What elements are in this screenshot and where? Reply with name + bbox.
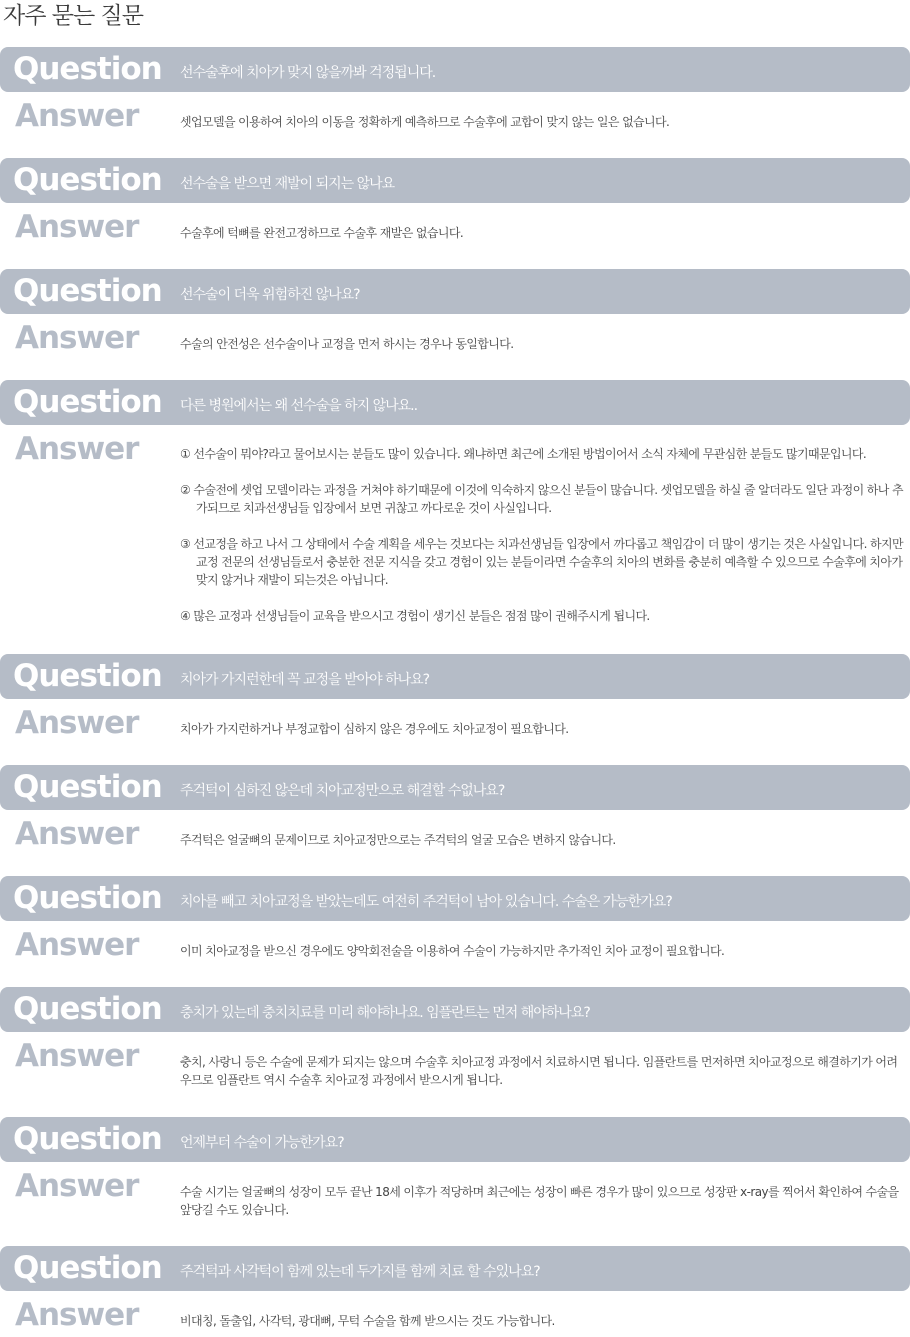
answer-text: [180, 445, 908, 625]
question-text: 주걱턱이 심하진 않은데 치아교정만으로 해결할 수없나요?: [180, 783, 505, 799]
answer-paragraph: ③ 선교정을 하고 나서 그 상태에서 수술 계획을 세우는 것보다는 치과선생님들 입장에서 까다롭고 책임감이 더 많이 생기는 것은 사실입니다. 하지만 교정 전문의 선생님들로서 충분한 전문 지식을 갖고 경험이 있는 분들이라면 수술후의 치아의 변화를 충분히 예측할 수 있으므로 수술후에 치아가 맞지 않거나 재발이 되는것은 아닙니다.: [180, 537, 903, 587]
question-label: Question: [13, 384, 162, 420]
answer-text: [180, 335, 908, 353]
answer-label: Answer: [15, 1168, 139, 1204]
answer-text: [180, 831, 908, 849]
answer-paragraph: 이미 치아교정을 받으신 경우에도 양악회전술을 이용하여 수술이 가능하지만 추가적인 치아 교정이 필요합니다.: [180, 944, 725, 958]
question-bar: [0, 654, 910, 699]
question-label: Question: [13, 1121, 162, 1157]
answer-text: [180, 224, 908, 242]
answer-paragraph: 수술 시기는 얼굴뼈의 성장이 모두 끝난 18세 이후가 적당하며 최근에는 성장이 빠른 경우가 많이 있으므로 성장판 x-ray를 찍어서 확인하여 수술을 앞당길 수도 있습니다.: [180, 1185, 899, 1217]
answer-paragraph: 비대칭, 돌출입, 사각턱, 광대뼈, 무턱 수술을 함께 받으시는 것도 가능합니다.: [180, 1314, 555, 1328]
answer-text: [180, 1053, 908, 1089]
answer-text: [180, 1312, 908, 1330]
answer-text: [180, 1183, 908, 1219]
question-text: 선수술을 받으면 재발이 되지는 않나요: [180, 176, 395, 192]
answer-text: [180, 720, 908, 738]
answer-paragraph: 수술후에 턱뼈를 완전고정하므로 수술후 재발은 없습니다.: [180, 226, 464, 240]
question-label: Question: [13, 162, 162, 198]
question-label: Question: [13, 1250, 162, 1286]
answer-label: Answer: [15, 209, 139, 245]
answer-paragraph: ④ 많은 교정과 선생님들이 교육을 받으시고 경험이 생기신 분들은 점점 많이 권해주시게 됩니다.: [180, 609, 650, 623]
answer-paragraph: 셋업모델을 이용하여 치아의 이동을 정확하게 예측하므로 수술후에 교합이 맞지 않는 일은 없습니다.: [180, 115, 670, 129]
question-bar: [0, 158, 910, 203]
answer-paragraph: ② 수술전에 셋업 모델이라는 과정을 거쳐야 하기때문에 이것에 익숙하지 않으신 분들이 많습니다. 셋업모델을 하실 줄 알더라도 일단 과정이 하나 추가되므로 치과선생님들 입장에서 보면 귀찮고 까다로운 것이 사실입니다.: [180, 483, 903, 515]
answer-label: Answer: [15, 320, 139, 356]
answer-paragraph: 치아가 가지런하거나 부정교합이 심하지 않은 경우에도 치아교정이 필요합니다.: [180, 722, 569, 736]
question-bar: [0, 269, 910, 314]
question-text: 충치가 있는데 충치치료를 미리 해야하나요. 임플란트는 먼저 해야하나요?: [180, 1005, 590, 1021]
answer-paragraph: 수술의 안전성은 선수술이나 교정을 먼저 하시는 경우나 동일합니다.: [180, 337, 514, 351]
question-text: 언제부터 수술이 가능한가요?: [180, 1135, 344, 1151]
answer-label: Answer: [15, 98, 139, 134]
answer-paragraph: ① 선수술이 뭐야?라고 물어보시는 분들도 많이 있습니다. 왜냐하면 최근에 소개된 방법이어서 소식 자체에 무관심한 분들도 많기때문입니다.: [180, 447, 867, 461]
answer-text: [180, 942, 908, 960]
question-text: 치아를 빼고 치아교정을 받았는데도 여전히 주걱턱이 남아 있습니다. 수술은 가능한가요?: [180, 894, 672, 910]
answer-label: Answer: [15, 816, 139, 852]
question-label: Question: [13, 658, 162, 694]
question-label: Question: [13, 273, 162, 309]
answer-label: Answer: [15, 1038, 139, 1074]
question-label: Question: [13, 769, 162, 805]
answer-label: Answer: [15, 705, 139, 741]
answer-text: [180, 113, 908, 131]
question-bar: [0, 987, 910, 1032]
answer-paragraph: 충치, 사랑니 등은 수술에 문제가 되지는 않으며 수술후 치아교정 과정에서 치료하시면 됩니다. 임플란트를 먼저하면 치아교정으로 해결하기가 어려우므로 임플란트 역시 수술후 치아교정 과정에서 받으시게 됩니다.: [180, 1055, 898, 1087]
question-text: 선수술이 더욱 위험하진 않나요?: [180, 287, 360, 303]
question-label: Question: [13, 991, 162, 1027]
answer-label: Answer: [15, 927, 139, 963]
question-bar: [0, 765, 910, 810]
question-bar: [0, 47, 910, 92]
question-text: 다른 병원에서는 왜 선수술을 하지 않나요..: [180, 398, 418, 414]
answer-label: Answer: [15, 1297, 139, 1333]
question-bar: [0, 1117, 910, 1162]
question-bar: [0, 876, 910, 921]
question-label: Question: [13, 880, 162, 916]
question-bar: [0, 1246, 910, 1291]
page-title: 자주 묻는 질문: [3, 3, 143, 29]
question-label: Question: [13, 51, 162, 87]
question-text: 치아가 가지런한데 꼭 교정을 받아야 하나요?: [180, 672, 430, 688]
answer-paragraph: 주걱턱은 얼굴뼈의 문제이므로 치아교정만으로는 주걱턱의 얼굴 모습은 변하지 않습니다.: [180, 833, 616, 847]
question-bar: [0, 380, 910, 425]
answer-label: Answer: [15, 431, 139, 467]
question-text: 주걱턱과 사각턱이 함께 있는데 두가지를 함께 치료 할 수있나요?: [180, 1264, 540, 1280]
question-text: 선수술후에 치아가 맞지 않을까봐 걱정됩니다.: [180, 65, 436, 81]
